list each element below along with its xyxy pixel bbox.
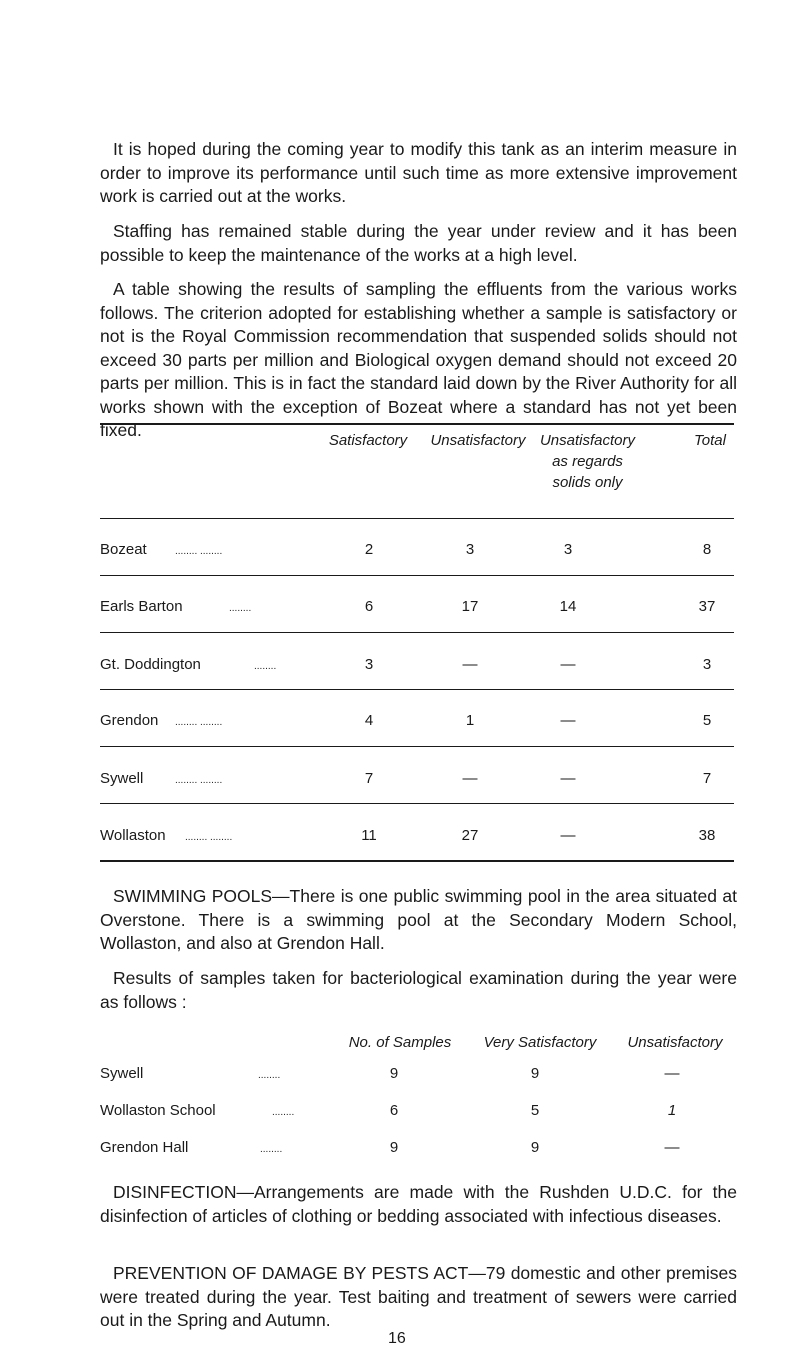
cell-unsatisfactory: 17 bbox=[461, 598, 479, 615]
cell-samples: 6 bbox=[389, 1102, 399, 1119]
row-name-sywell: Sywell bbox=[100, 770, 144, 787]
leader-dots: ........ ........ bbox=[175, 546, 223, 557]
table-rule bbox=[100, 689, 734, 690]
cell-satisfactory: 4 bbox=[364, 712, 374, 729]
cell-satisfactory: 7 bbox=[364, 770, 374, 787]
leader-dots: ........ bbox=[272, 1107, 295, 1118]
cell-unsat-solids: — bbox=[560, 712, 576, 729]
cell-satisfactory: 11 bbox=[361, 827, 377, 844]
header-satisfactory: Satisfactory bbox=[328, 432, 408, 449]
row-name-sywell: Sywell bbox=[100, 1065, 144, 1082]
paragraph-pests-act: PREVENTION OF DAMAGE BY PESTS ACT—79 domestic and other premises were treated during the year. Test baiting and treatment of sewers were carried out in the Spring and Autumn. bbox=[100, 1263, 737, 1330]
row-name-earls-barton: Earls Barton bbox=[100, 598, 183, 615]
header-unsatisfactory: Unsatisfactory bbox=[627, 1034, 723, 1051]
table-rule bbox=[100, 423, 734, 425]
cell-samples: 9 bbox=[389, 1065, 399, 1082]
table-rule bbox=[100, 803, 734, 804]
paragraph-disinfection: DISINFECTION—Arrangements are made with the Rushden U.D.C. for the disinfection of articles of clothing or bedding associated with infectious diseases. bbox=[100, 1182, 737, 1226]
page-number: 16 bbox=[388, 1330, 406, 1347]
cell-unsatisfactory: — bbox=[664, 1065, 680, 1082]
leader-dots: ........ ........ bbox=[175, 775, 223, 786]
cell-unsatisfactory: 3 bbox=[465, 541, 475, 558]
table-rule bbox=[100, 746, 734, 747]
header-unsat-solids-1: Unsatisfactory bbox=[539, 432, 636, 449]
cell-very-satisfactory: 9 bbox=[530, 1065, 540, 1082]
cell-unsat-solids: — bbox=[560, 827, 576, 844]
leader-dots: ........ ........ bbox=[175, 717, 223, 728]
table-rule bbox=[100, 518, 734, 519]
cell-total: 7 bbox=[702, 770, 712, 787]
cell-very-satisfactory: 9 bbox=[530, 1139, 540, 1156]
header-total: Total bbox=[694, 432, 726, 449]
header-very-satisfactory: Very Satisfactory bbox=[483, 1034, 597, 1051]
row-name-bozeat: Bozeat bbox=[100, 541, 147, 558]
cell-total: 37 bbox=[698, 598, 716, 615]
cell-satisfactory: 6 bbox=[364, 598, 374, 615]
leader-dots: ........ bbox=[260, 1144, 283, 1155]
leader-dots: ........ bbox=[258, 1070, 281, 1081]
cell-unsatisfactory: — bbox=[462, 770, 478, 787]
table-rule bbox=[100, 860, 734, 862]
table-rule bbox=[100, 575, 734, 576]
cell-satisfactory: 2 bbox=[364, 541, 374, 558]
row-name-wollaston: Wollaston bbox=[100, 827, 166, 844]
cell-unsat-solids: — bbox=[560, 656, 576, 673]
cell-unsatisfactory-handwritten: 1 bbox=[667, 1102, 677, 1119]
header-unsat-solids-2: as regards bbox=[552, 453, 623, 470]
header-unsat-solids-3: solids only bbox=[552, 474, 623, 491]
cell-total: 38 bbox=[698, 827, 716, 844]
cell-unsat-solids: — bbox=[560, 770, 576, 787]
paragraph-tank: It is hoped during the coming year to modify this tank as an interim measure in order to improve its performance until such time as more extensive improvement work is carried out at the works. bbox=[100, 139, 737, 206]
row-name-grendon: Grendon bbox=[100, 712, 159, 729]
paragraph-staffing: Staffing has remained stable during the year under review and it has been possible to keep the maintenance of the works at a high level. bbox=[100, 221, 737, 265]
cell-unsatisfactory: 27 bbox=[461, 827, 479, 844]
cell-total: 8 bbox=[702, 541, 712, 558]
row-name-gt-doddington: Gt. Doddington bbox=[100, 656, 201, 673]
cell-unsatisfactory: — bbox=[462, 656, 478, 673]
cell-samples: 9 bbox=[389, 1139, 399, 1156]
paragraph-results: Results of samples taken for bacteriological examination during the year were as follows : bbox=[100, 968, 737, 1012]
cell-total: 3 bbox=[702, 656, 712, 673]
table-rule bbox=[100, 632, 734, 633]
leader-dots: ........ ........ bbox=[185, 832, 233, 843]
row-name-grendon-hall: Grendon Hall bbox=[100, 1139, 189, 1156]
cell-satisfactory: 3 bbox=[364, 656, 374, 673]
header-no-of-samples: No. of Samples bbox=[348, 1034, 452, 1051]
cell-unsatisfactory: — bbox=[664, 1139, 680, 1156]
cell-very-satisfactory: 5 bbox=[530, 1102, 540, 1119]
cell-unsat-solids: 3 bbox=[563, 541, 573, 558]
cell-total: 5 bbox=[702, 712, 712, 729]
row-name-wollaston-school: Wollaston School bbox=[100, 1102, 216, 1119]
cell-unsat-solids: 14 bbox=[559, 598, 577, 615]
paragraph-swimming-pools: SWIMMING POOLS—There is one public swimming pool in the area situated at Overstone. There is a swimming pool at the Secondary Modern School, Wollaston, and also at Grendon Hall. bbox=[100, 886, 737, 953]
leader-dots: ........ bbox=[254, 661, 277, 672]
cell-unsatisfactory: 1 bbox=[465, 712, 475, 729]
paragraph-sampling: A table showing the results of sampling the effluents from the various works follows. The criterion adopted for establishing whether a sample is satisfactory or not is the Royal Commission recommendation that suspended solids should not exceed 30 parts per million and Biological oxygen demand should not exceed 20 parts per million. This is in fact the standard laid down by the River Authority for all works shown with the exception of Bozeat where a standard has not yet been fixed. bbox=[100, 279, 737, 440]
header-unsatisfactory: Unsatisfactory bbox=[430, 432, 526, 449]
leader-dots: ........ bbox=[229, 603, 252, 614]
